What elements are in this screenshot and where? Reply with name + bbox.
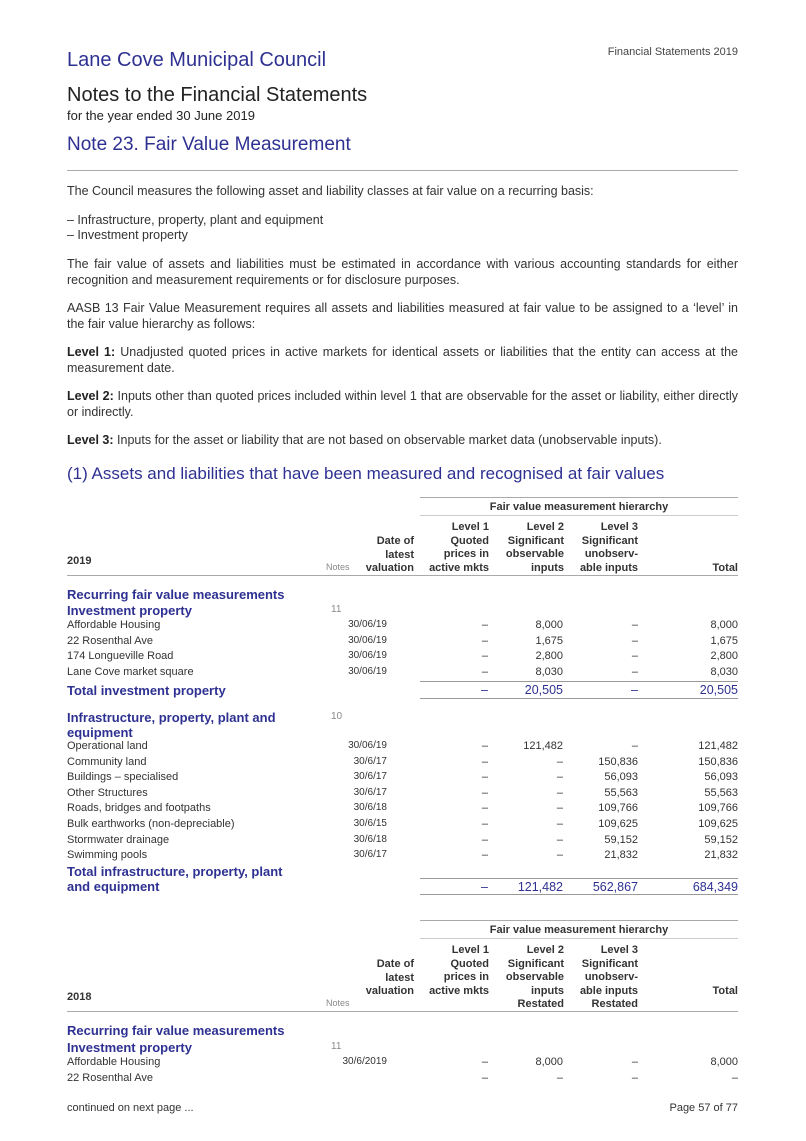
header-line: unobserv- — [584, 971, 638, 983]
level3-header — [580, 944, 638, 1012]
header-line: Level 1 — [451, 521, 489, 533]
recurring-heading: Recurring fair value measurements — [67, 1023, 285, 1038]
total-value: 8,030 — [710, 666, 738, 679]
hierarchy-sub-rule — [420, 938, 738, 939]
bullet-ippe: – Infrastructure, property, plant and equipment — [67, 213, 324, 227]
level2-label: Level 2: — [67, 389, 114, 403]
continued-note: continued on next page ... — [67, 1102, 194, 1114]
header-line: active mkts — [429, 561, 489, 574]
valuation-date: 30/6/17 — [353, 849, 387, 861]
header-line: observable — [505, 971, 564, 983]
level2-value: 8,030 — [535, 666, 563, 679]
level1-value: – — [481, 818, 488, 830]
table-row — [67, 1072, 738, 1087]
level3-value: 150,836 — [598, 755, 638, 768]
row-label: Buildings – specialised — [67, 771, 179, 784]
total-level1: – — [481, 880, 488, 894]
level3-definition — [67, 433, 738, 449]
header-line: valuation — [365, 985, 414, 997]
total-value: 21,832 — [704, 849, 738, 862]
hierarchy-top-rule — [420, 497, 738, 498]
level3-value: – — [631, 740, 638, 752]
level1-value: – — [481, 849, 488, 862]
hierarchy-heading: Fair value measurement hierarchy — [489, 924, 669, 936]
header-line: Level 1 — [451, 944, 489, 956]
table-row — [67, 1056, 738, 1071]
notes-header: Notes — [326, 562, 350, 572]
level3-header — [580, 521, 638, 575]
level3-text: Inputs for the asset or liability that are not based on observable market data (unobservable inputs). — [117, 433, 662, 447]
total-value: 109,625 — [698, 818, 738, 830]
investment-property-heading: Investment property — [67, 603, 192, 618]
row-label: Swimming pools — [67, 849, 148, 862]
table-row — [67, 771, 738, 786]
level2-value: – — [556, 818, 563, 830]
page-title: Notes to the Financial Statements — [67, 84, 368, 106]
ippe-note-ref: 10 — [331, 711, 343, 722]
header-line: able inputs — [579, 984, 638, 997]
level1-header — [429, 944, 489, 998]
level3-value: 55,563 — [604, 786, 638, 799]
total-level2: 20,505 — [524, 683, 563, 697]
level1-value: – — [481, 1071, 488, 1084]
total-value: 8,000 — [710, 1056, 738, 1068]
table-row — [67, 802, 738, 817]
header-line: valuation — [365, 562, 414, 574]
table-row — [67, 666, 738, 681]
level1-value: – — [481, 755, 488, 768]
header-line: Level 2 — [526, 521, 564, 533]
subtotal-rule — [420, 698, 738, 699]
row-label: Operational land — [67, 740, 148, 752]
council-name: Lane Cove Municipal Council — [67, 49, 327, 71]
table-row — [67, 787, 738, 802]
level2-value: – — [556, 771, 563, 784]
header-line: Level 2 — [526, 944, 564, 956]
document-label: Financial Statements 2019 — [607, 46, 738, 58]
section-title: (1) Assets and liabilities that have been measured and recognised at fair values — [67, 464, 665, 483]
investment-note-ref: 11 — [331, 604, 342, 615]
level2-value: 8,000 — [535, 619, 563, 631]
row-label: Stormwater drainage — [67, 833, 170, 846]
bullet-investment: – Investment property — [67, 228, 188, 242]
year-header: 2018 — [67, 991, 92, 1003]
row-label: 174 Longueville Road — [67, 650, 174, 663]
header-line: Restated — [517, 998, 564, 1010]
header-line: latest — [385, 971, 414, 984]
subtotal-rule — [420, 894, 738, 895]
valuation-date: 30/6/17 — [353, 786, 387, 798]
level1-value: – — [481, 740, 488, 752]
table-header-rule — [67, 1011, 738, 1012]
subtotal-rule — [420, 681, 738, 682]
row-label: Affordable Housing — [67, 1056, 161, 1068]
total-header: Total — [712, 985, 738, 997]
valuation-date: 30/06/19 — [348, 619, 387, 630]
level3-value: 109,766 — [598, 802, 638, 815]
total-level1: – — [481, 683, 488, 697]
valuation-date: 30/06/19 — [348, 666, 387, 678]
level2-value: – — [556, 755, 563, 768]
level3-value: – — [631, 619, 638, 631]
subtotal-rule — [420, 878, 738, 879]
level2-text: Inputs other than quoted prices included within level 1 that are observable for the asset or liability, either directly or indirectly. — [67, 389, 738, 419]
table-row — [67, 756, 738, 771]
header-line: Quoted — [450, 534, 489, 547]
header-line: Quoted — [450, 957, 489, 970]
header-line: Significant — [507, 534, 564, 547]
table-row — [67, 818, 738, 833]
table-row — [67, 834, 738, 849]
table-row — [67, 740, 738, 755]
level2-value: – — [556, 786, 563, 799]
total-value: 8,000 — [710, 619, 738, 631]
level3-value: 56,093 — [604, 771, 638, 784]
level3-value: – — [631, 1071, 638, 1084]
total-value: 2,800 — [710, 650, 738, 663]
page-number: Page 57 of 77 — [669, 1102, 738, 1114]
level1-value: – — [481, 619, 488, 631]
level2-value: 1,675 — [535, 634, 563, 647]
level1-value: – — [481, 1056, 488, 1068]
valuation-date: 30/06/19 — [348, 650, 387, 662]
header-line: observable — [505, 548, 564, 560]
total-ippe-row — [67, 880, 738, 895]
level2-header — [506, 521, 564, 575]
level3-value: 59,152 — [604, 833, 638, 846]
total-value: 121,482 — [698, 740, 738, 752]
valuation-date: 30/6/2019 — [342, 1056, 387, 1067]
row-label: 22 Rosenthal Ave — [67, 1071, 154, 1084]
table-row — [67, 635, 738, 650]
row-label: Roads, bridges and footpaths — [67, 802, 211, 815]
row-label: Community land — [67, 755, 147, 768]
header-line: Level 3 — [600, 521, 638, 533]
period-subtitle: for the year ended 30 June 2019 — [67, 108, 255, 123]
total-level3: – — [631, 683, 638, 697]
valuation-date: 30/6/15 — [353, 818, 387, 829]
hierarchy-top-rule — [420, 920, 738, 921]
header-line: Significant — [581, 957, 638, 970]
header-line: able inputs — [579, 561, 638, 574]
total-level3: 562,867 — [592, 880, 638, 894]
total-value: 55,563 — [704, 786, 738, 799]
total-value: 1,675 — [710, 634, 738, 647]
valuation-date: 30/6/17 — [353, 771, 387, 783]
level1-value: – — [481, 634, 488, 647]
total-value: 109,766 — [698, 802, 738, 815]
valuation-date: 30/06/19 — [348, 634, 387, 646]
total-ippe-label: Total infrastructure, property, plant and equipment — [67, 864, 283, 894]
level2-header — [506, 944, 564, 1012]
total-value: 150,836 — [698, 755, 738, 768]
header-line: prices in — [443, 971, 489, 983]
total-total: 20,505 — [699, 683, 738, 697]
table-row — [67, 619, 738, 634]
level2-value: – — [556, 833, 563, 846]
total-investment-row — [67, 683, 738, 698]
level1-value: – — [481, 802, 488, 815]
level2-value: 2,800 — [535, 650, 563, 663]
level1-value: – — [481, 666, 488, 679]
valuation-date: 30/6/18 — [353, 833, 387, 845]
level3-value: – — [631, 1056, 638, 1068]
fair-value-paragraph: The fair value of assets and liabilities must be estimated in accordance with various accounting standards for either recognition and measurement requirements or for disclosure purposes. — [67, 257, 738, 287]
row-label: Bulk earthworks (non-depreciable) — [67, 818, 235, 830]
table-row — [67, 650, 738, 665]
level3-value: – — [631, 634, 638, 647]
level1-value: – — [481, 771, 488, 784]
level3-label: Level 3: — [67, 433, 114, 447]
header-line: Significant — [507, 957, 564, 970]
level2-value: – — [556, 802, 563, 815]
investment-property-heading: Investment property — [67, 1040, 192, 1055]
header-line: inputs — [531, 561, 564, 574]
header-line: Level 3 — [600, 944, 638, 956]
header-line: Significant — [581, 534, 638, 547]
table-row — [67, 849, 738, 864]
total-value: 59,152 — [704, 833, 738, 846]
total-value: 56,093 — [704, 771, 738, 784]
header-divider — [67, 170, 738, 171]
total-label: Total investment property — [67, 683, 226, 698]
total-value: – — [731, 1071, 738, 1084]
level2-value: 121,482 — [523, 740, 563, 752]
level1-value: – — [481, 786, 488, 799]
level3-value: 109,625 — [598, 818, 638, 830]
level2-value: 8,000 — [535, 1056, 563, 1068]
level1-header — [429, 521, 489, 575]
level1-value: – — [481, 833, 488, 846]
header-line: active mkts — [429, 984, 489, 997]
year-header: 2019 — [67, 555, 92, 567]
level1-label: Level 1: — [67, 345, 116, 359]
row-label: Affordable Housing — [67, 619, 161, 631]
hierarchy-sub-rule — [420, 515, 738, 516]
row-label: Other Structures — [67, 786, 148, 799]
investment-note-ref: 11 — [331, 1041, 342, 1052]
level1-text: Unadjusted quoted prices in active markets for identical assets or liabilities that the entity can access at the measurement date. — [67, 345, 738, 375]
header-line: unobserv- — [584, 548, 638, 560]
note-title: Note 23. Fair Value Measurement — [67, 134, 351, 155]
header-line: latest — [385, 548, 414, 561]
valuation-date: 30/6/17 — [353, 755, 387, 767]
aasb13-paragraph: AASB 13 Fair Value Measurement requires all assets and liabilities measured at fair value to be assigned to a ‘level’ in the fair value hierarchy as follows: — [67, 301, 738, 331]
header-line: prices in — [443, 548, 489, 560]
date-header — [366, 535, 414, 576]
row-label: 22 Rosenthal Ave — [67, 634, 154, 647]
header-line: Date of — [376, 535, 414, 547]
level3-value: 21,832 — [604, 849, 638, 862]
header-line: inputs — [531, 984, 564, 997]
hierarchy-heading: Fair value measurement hierarchy — [489, 501, 669, 513]
valuation-date: 30/06/19 — [348, 740, 387, 751]
level2-value: – — [556, 849, 563, 862]
table-header-rule — [67, 575, 738, 576]
date-header — [366, 958, 414, 999]
header-line: Date of — [376, 958, 414, 970]
total-level2: 121,482 — [517, 880, 563, 894]
recurring-heading: Recurring fair value measurements — [67, 587, 285, 602]
total-total: 684,349 — [692, 880, 738, 894]
ippe-heading: Infrastructure, property, plant and equipment — [67, 710, 276, 740]
notes-header: Notes — [326, 998, 350, 1008]
row-label: Lane Cove market square — [67, 666, 194, 679]
header-line: Restated — [591, 998, 638, 1010]
level1-value: – — [481, 650, 488, 663]
total-header: Total — [712, 562, 738, 574]
level2-definition — [67, 389, 738, 420]
level1-definition — [67, 345, 738, 376]
level3-value: – — [631, 650, 638, 663]
intro-paragraph: The Council measures the following asset and liability classes at fair value on a recurring basis: — [67, 184, 594, 198]
valuation-date: 30/6/18 — [353, 802, 387, 814]
level2-value: – — [556, 1071, 563, 1084]
level3-value: – — [631, 666, 638, 679]
